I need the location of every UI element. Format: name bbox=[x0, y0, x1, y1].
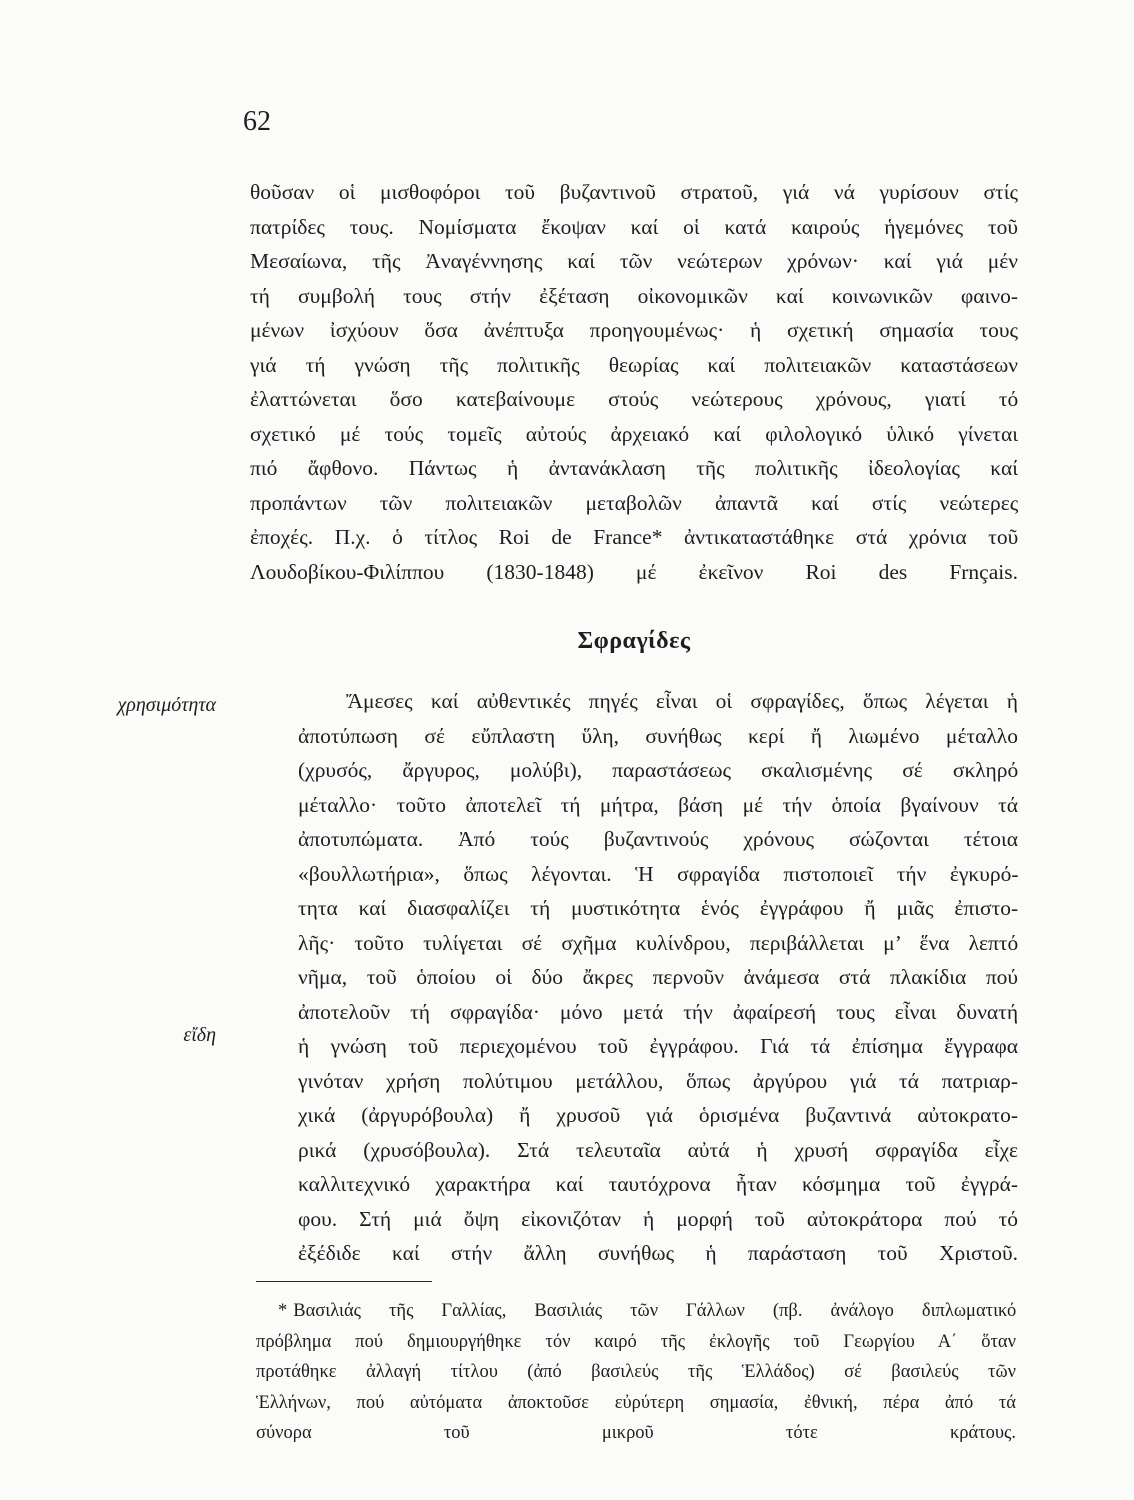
footnote-line-first bbox=[256, 1296, 1016, 1327]
text-line: ἐλαττώνεται ὅσο κατεβαίνουμε στούς νεώτερους χρόνους, γιατί τό bbox=[250, 387, 1019, 411]
footnote bbox=[256, 1296, 1016, 1449]
text-line: «βουλλωτήρια», ὅπως λέγονται. Ἡ σφραγίδα πιστοποιεῖ τήν ἐγκυρό- bbox=[298, 861, 1019, 886]
text-line: θοῦσαν οἱ μισθοφόροι τοῦ βυζαντινοῦ στρατοῦ, γιά νά γυρίσουν στίς bbox=[250, 180, 1018, 204]
text-line: ἐποχές. Π.χ. ὁ τίτλος Roi de France* ἀντικαταστάθηκε στά χρόνια τοῦ bbox=[250, 525, 1019, 549]
paragraph-coins bbox=[250, 175, 1018, 589]
section-title: Σφραγίδες bbox=[577, 628, 691, 654]
footnote-mark: * bbox=[278, 1301, 288, 1321]
text-line: ἀποτυπώματα. Ἀπό τούς βυζαντινούς χρόνους σώζονται τέτοια bbox=[298, 827, 1018, 851]
text-line-last: ἐξέδιδε καί στήν ἄλλη συνήθως ἡ παράσταση τοῦ Χριστοῦ. bbox=[298, 1241, 1018, 1265]
page-number: 62 bbox=[243, 106, 271, 137]
text-line: μέταλλο· τοῦτο ἀποτελεῖ τή μήτρα, βάση μέ τήν ὁποία βγαίνουν τά bbox=[298, 792, 1018, 817]
text-line: σχετικό μέ τούς τομεῖς αὐτούς ἀρχειακό καί φιλολογικό ὑλικό γίνεται bbox=[250, 421, 1018, 446]
text-line: μένων ἰσχύουν ὅσα ἀνέπτυξα προηγουμένως· ἡ σχετική σημασία τους bbox=[250, 318, 1018, 342]
text-line: φου. Στή μιά ὄψη εἰκονιζόταν ἡ μορφή τοῦ αὐτοκράτορα πού τό bbox=[298, 1206, 1018, 1231]
text-line-last: Λουδοβίκου-Φιλίππου (1830-1848) μέ ἐκεῖνον Roi des Frnçais. bbox=[250, 559, 1018, 584]
text-line: τή συμβολή τους στήν ἐξέταση οἰκονομικῶν καί κοινωνικῶν φαινο- bbox=[250, 283, 1018, 308]
text-line: γιά τή γνώση τῆς πολιτικῆς θεωρίας καί πολιτειακῶν καταστάσεων bbox=[250, 352, 1018, 377]
text-line-first: Ἄμεσες καί αὐθεντικές πηγές εἶναι οἱ σφραγίδες, ὅπως λέγεται ἡ bbox=[346, 689, 1018, 713]
text-line: ἀποτελοῦν τή σφραγίδα· μόνο μετά τήν ἀφαίρεσή τους εἶναι δυνατή bbox=[298, 999, 1019, 1024]
text-line: νῆμα, τοῦ ὁποίου οἱ δύο ἄκρες περνοῦν ἀνάμεσα στά πλακίδια πού bbox=[298, 965, 1019, 989]
text-line: καλλιτεχνικό χαρακτήρα καί ταυτόχρονα ἦταν κόσμημα τοῦ ἐγγρά- bbox=[298, 1172, 1018, 1196]
text-line: ἡ γνώση τοῦ περιεχομένου τοῦ ἐγγράφου. Γιά τά ἐπίσημα ἔγγραφα bbox=[298, 1034, 1018, 1058]
footnote-line: προτάθηκε ἀλλαγή τίτλου (ἀπό βασιλεύς τῆς Ἑλλάδος) σέ βασιλεύς τῶν bbox=[256, 1362, 1016, 1382]
text-line: πιό ἄφθονο. Πάντως ἡ ἀντανάκλαση τῆς πολιτικῆς ἰδεολογίας καί bbox=[250, 456, 1018, 480]
paragraph-seals bbox=[250, 684, 1018, 1271]
margin-note-usefulness: χρησιμότητα bbox=[117, 694, 216, 716]
text-line: ἀποτύπωση σέ εὔπλαστη ὕλη, συνήθως κερί ἤ λιωμένο μέταλλο bbox=[298, 723, 1018, 748]
text-line: ρικά (χρυσόβουλα). Στά τελευταῖα αὐτά ἡ χρυσή σφραγίδα εἶχε bbox=[298, 1137, 1019, 1162]
footnote-text: Βασιλιάς τῆς Γαλλίας, Βασιλιάς τῶν Γάλλων (πβ. ἀνάλογο διπλωματικό bbox=[293, 1301, 1017, 1321]
text-line: (χρυσός, ἄργυρος, μολύβι), παραστάσεως σκαλισμένης σέ σκληρό bbox=[298, 758, 1019, 782]
text-line: προπάντων τῶν πολιτειακῶν μεταβολῶν ἀπαντᾶ καί στίς νεώτερες bbox=[250, 490, 1019, 515]
footnote-line: πρόβλημα πού δημιουργήθηκε τόν καιρό τῆς ἐκλογῆς τοῦ Γεωργίου Α΄ ὅταν bbox=[256, 1331, 1016, 1352]
text-line: τητα καί διασφαλίζει τή μυστικότητα ἑνός ἐγγράφου ἤ μιᾶς ἐπιστο- bbox=[298, 896, 1019, 920]
margin-note-types: εἴδη bbox=[183, 1024, 216, 1046]
text-line: πατρίδες τους. Νομίσματα ἔκοψαν καί οἱ κατά καιρούς ἡγεμόνες τοῦ bbox=[250, 214, 1019, 239]
text-line: γινόταν χρήση πολύτιμου μετάλλου, ὅπως ἀργύρου γιά τά πατριαρ- bbox=[298, 1068, 1018, 1093]
footnote-divider bbox=[256, 1281, 432, 1282]
footnote-line-last: σύνορα τοῦ μικροῦ τότε κράτους. bbox=[256, 1423, 1016, 1443]
text-line: λῆς· τοῦτο τυλίγεται σέ σχῆμα κυλίνδρου, περιβάλλεται μ’ ἕνα λεπτό bbox=[298, 930, 1019, 955]
text-line: χικά (ἀργυρόβουλα) ἤ χρυσοῦ γιά ὁρισμένα βυζαντινά αὐτοκρατο- bbox=[298, 1103, 1018, 1127]
text-line: Μεσαίωνα, τῆς Ἀναγέννησης καί τῶν νεώτερων χρόνων· καί γιά μέν bbox=[250, 249, 1018, 273]
footnote-line: Ἑλλήνων, πού αὐτόματα ἀποκτοῦσε εὐρύτερη σημασία, ἐθνική, πέρα ἀπό τά bbox=[256, 1392, 1016, 1413]
